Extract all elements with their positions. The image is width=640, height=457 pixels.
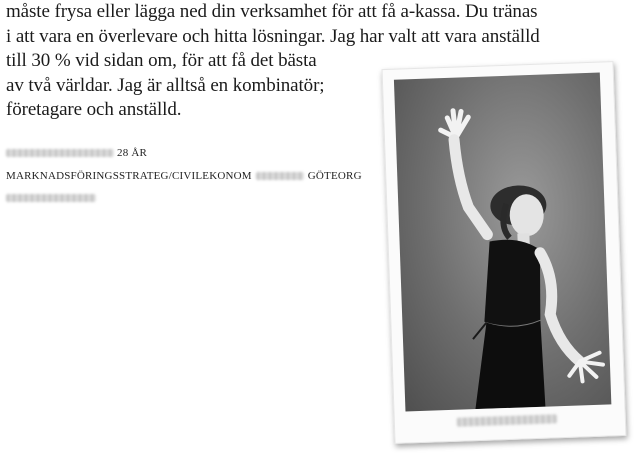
article-line: av två världar. Jag är alltså en kombinatör; [6,74,325,96]
portrait-figure [394,73,611,412]
redacted-photo-caption [457,414,557,426]
byline-occupation-row [6,170,362,182]
redacted-contact [6,194,96,202]
byline-city: GÖTEORG [307,170,362,182]
article-line: företagare och anställd. [6,99,182,120]
article-line: i att vara en överlevare och hitta lösningar. Jag har valt att vara anställd [6,25,540,47]
redacted-name [6,149,114,157]
article-line: till 30 % vid sidan om, för att få det bästa [6,50,317,71]
byline-age: 28 ÅR [117,147,148,159]
article-line: måste frysa eller lägga ned din verksamhet för att få a-kassa. Du tränas [6,1,538,22]
polaroid-photo-frame [382,61,627,444]
byline-age-row [6,147,147,159]
byline-occupation: MARKNADSFÖRINGSSTRATEG/CIVILEKONOM [6,170,252,182]
redacted-text [256,172,304,180]
portrait-photo [394,73,611,412]
